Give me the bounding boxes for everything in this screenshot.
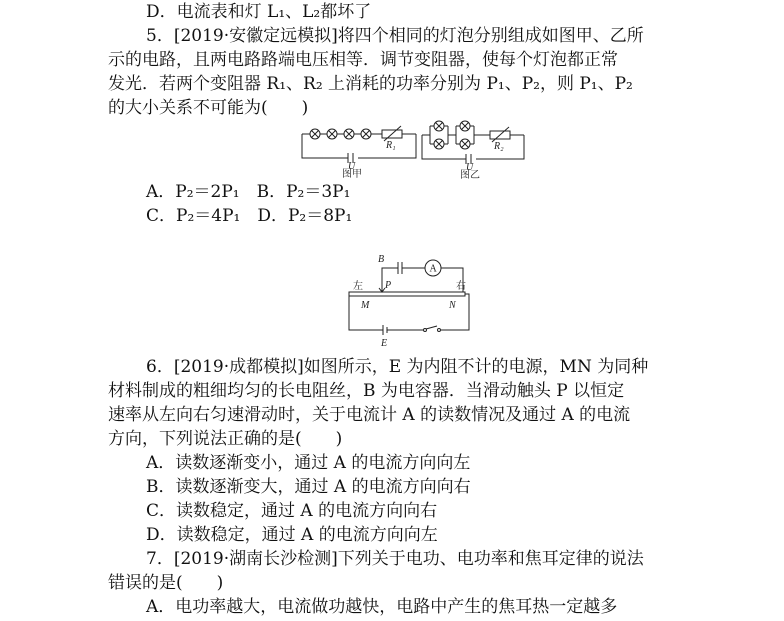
q6-option-d: D．读数稳定，通过 A 的电流方向向左 bbox=[146, 525, 438, 545]
q5-options-cd: C．P₂＝4P₁ D．P₂＝8P₁ bbox=[146, 206, 353, 226]
left-label: 左 bbox=[353, 281, 363, 292]
q6-stem-line-4: 方向，下列说法正确的是( ) bbox=[108, 429, 343, 449]
q7-stem-line-1: 7．[2019·湖南长沙检测]下列关于电功、电功率和焦耳定律的说法 bbox=[146, 549, 644, 569]
q6-stem-line-3: 速率从左向右匀速滑动时，关于电流计 A 的读数情况及通过 A 的电流 bbox=[108, 405, 631, 425]
q5-options-ab: A．P₂＝2P₁ B．P₂＝3P₁ bbox=[146, 182, 351, 202]
q6-option-a: A．读数逐渐变小，通过 A 的电流方向向左 bbox=[146, 453, 471, 473]
resistor-r2-label: R₂ bbox=[494, 141, 504, 152]
q6-stem-line-2: 材料制成的粗细均匀的长电阻丝，B 为电容器．当滑动触头 P 以恒定 bbox=[108, 381, 625, 401]
q6-option-b: B．读数逐渐变大，通过 A 的电流方向向右 bbox=[146, 477, 471, 497]
ammeter-a-label: A bbox=[429, 263, 437, 275]
voltage-u-label: U bbox=[466, 162, 474, 173]
q6-option-c: C．读数稳定，通过 A 的电流方向向右 bbox=[146, 501, 438, 521]
capacitor-b-label: B bbox=[378, 254, 385, 265]
q7-stem-line-2: 错误的是( ) bbox=[108, 573, 224, 593]
circuit-figure-a bbox=[298, 122, 420, 178]
q5-stem-line-4: 的大小关系不可能为( ) bbox=[108, 98, 309, 118]
source-e-label: E bbox=[381, 338, 388, 349]
point-m-label: M bbox=[361, 300, 370, 311]
q5-stem-line-2: 示的电路，且两电路路端电压相等．调节变阻器，使每个灯泡都正常 bbox=[108, 50, 618, 70]
q6-stem-line-1: 6．[2019·成都模拟]如图所示，E 为内阻不计的电源，MN 为同种 bbox=[146, 357, 649, 377]
q5-stem-line-3: 发光．若两个变阻器 R₁、R₂ 上消耗的功率分别为 P₁、P₂，则 P₁、P₂ bbox=[108, 74, 633, 94]
q4-option-d: D．电流表和灯 L₁、L₂都坏了 bbox=[146, 2, 372, 22]
circuit-figure-b bbox=[418, 115, 528, 179]
q5-stem-line-1: 5．[2019·安徽定远模拟]将四个相同的灯泡分别组成如图甲、乙所 bbox=[146, 26, 644, 46]
voltage-u-label: U bbox=[348, 161, 356, 172]
point-n-label: N bbox=[449, 300, 456, 311]
right-label: 右 bbox=[456, 281, 466, 292]
slider-p-label: P bbox=[385, 280, 392, 291]
circuit-figure-q6 bbox=[345, 250, 475, 350]
q7-option-a: A．电功率越大，电流做功越快，电路中产生的焦耳热一定越多 bbox=[146, 597, 618, 617]
figure-a-caption: 图甲 bbox=[342, 169, 362, 178]
resistor-r1-label: R₁ bbox=[386, 140, 396, 151]
figure-b-caption: 图乙 bbox=[460, 170, 480, 179]
